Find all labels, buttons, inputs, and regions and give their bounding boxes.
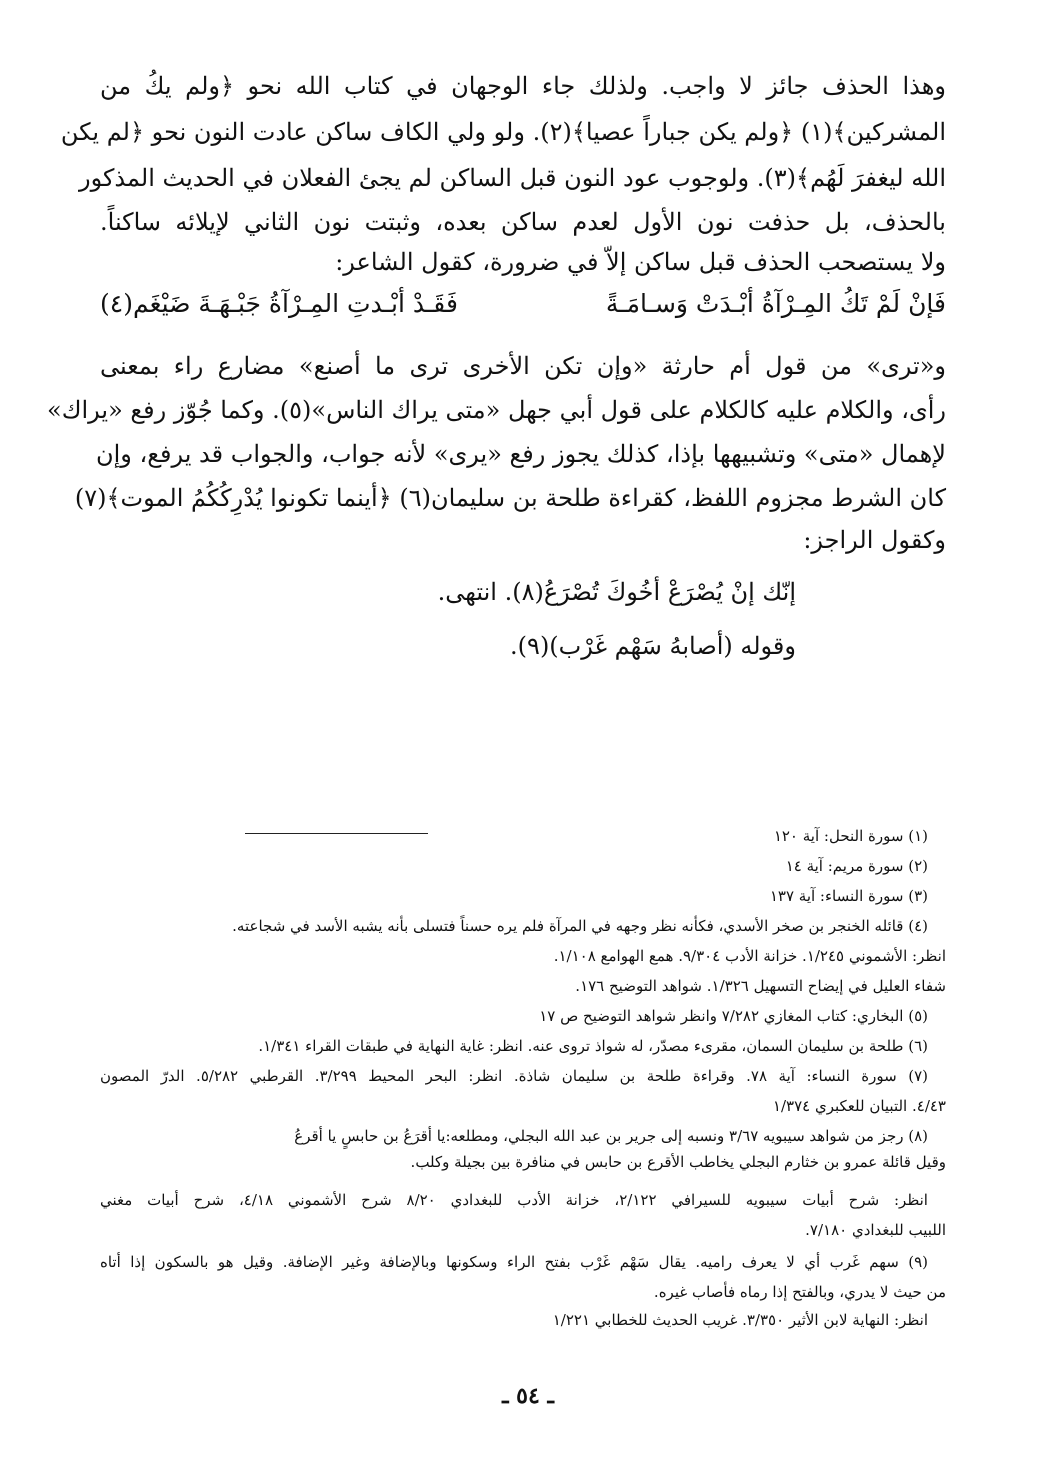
footnote-continuation: من حيث لا يدري، وبالفتح إذا رماه فأصاب غيره.	[653, 1283, 946, 1301]
text-line: رأى، والكلام عليه كالكلام على قول أبي جهل «متى يراك الناس»(٥). وكما جُوّز رفع «يراك»	[47, 396, 946, 424]
footnote-continuation: شفاء العليل في إيضاح التسهيل ١/٣٢٦. شواهد التوضيح ١٧٦.	[575, 977, 946, 995]
text-line: الله ليغفرَ لَهُم﴾(٣). ولوجوب عود النون قبل الساكن لم يجئ الفعلان في الحديث المذكور	[79, 164, 946, 192]
footnote: (٨) رجز من شواهد سيبويه ٣/٦٧ ونسبه إلى جرير بن عبد الله البجلي، ومطلعه:يا أقرَعُ بن حابسٍ يا أقرعُ	[294, 1127, 928, 1145]
text-line: وكقول الراجز:	[803, 526, 946, 554]
text-line: ولا يستصحب الحذف قبل ساكن إلاّ في ضرورة، كقول الشاعر:	[335, 248, 946, 276]
text-line: بالحذف، بل حذفت نون الأول لعدم ساكن بعده، وثبتت نون الثاني لإيلائه ساكناً.	[100, 208, 946, 236]
footnote-continuation: اللبيب للبغدادي ٧/١٨٠.	[805, 1221, 946, 1239]
text-line: و«ترى» من قول أم حارثة «وإن تكن الأخرى ترى ما أصنع» مضارع راء بمعنى	[100, 352, 946, 380]
footnote: (٧) سورة النساء: آية ٧٨. وقراءة طلحة بن سليمان شاذة. انظر: البحر المحيط ٣/٢٩٩. القرطبي ٥/٢٨٢. الدرّ المصون	[100, 1067, 928, 1085]
text-line: المشركين﴾(١) ﴿ولم يكن جباراً عصيا﴾(٢). ولو ولي الكاف ساكن عادت النون نحو ﴿لم يكن	[60, 118, 946, 146]
text-line: كان الشرط مجزوم اللفظ، كقراءة طلحة بن سليمان(٦) ﴿أينما تكونوا يُدْرِكُكُمُ الموت﴾(٧)	[74, 484, 946, 512]
footnote: انظر: النهاية لابن الأثير ٣/٣٥٠. غريب الحديث للخطابي ١/٢٢١	[552, 1311, 928, 1329]
footnote: (١) سورة النحل: آية ١٢٠	[773, 827, 928, 845]
footnote: (٥) البخاري: كتاب المغازي ٧/٢٨٢ وانظر شواهد التوضيح ص ١٧	[539, 1007, 928, 1025]
text-line: وقوله (أصابهُ سَهْم غَرْب)(٩).	[510, 632, 796, 660]
text-line: لإهمال «متى» وتشبيهها بإذا، كذلك يجوز رفع «يرى» لأنه جواب، والجواب قد يرفع، وإن	[95, 440, 946, 468]
rajaz-verse: إنّك إنْ يُصْرَعْ أخُوكَ تُصْرَعُ(٨). انتهى.	[437, 578, 796, 606]
verse-first-half: فَإنْ لَمْ تَكُ المِـرْآةُ أبْـدَتْ وَسـامَـةً	[605, 289, 946, 318]
verse-second-half: فَقَـدْ أبْـدتِ المِـرْآةُ جَبْـهَـةَ ضَيْغَم(٤)	[100, 289, 458, 318]
footnote: (٤) قائله الخنجر بن صخر الأسدي، فكأنه نظر وجهه في المرآة فلم يره حسناً فتسلى بأنه يشبه الأسد في شجاعته.	[232, 917, 928, 935]
footnote-continuation: ٤/٤٣. التبيان للعكبري ١/٣٧٤	[772, 1097, 946, 1115]
footnote-continuation: وقيل قائلة عمرو بن خثارم البجلي يخاطب الأقرع بن حابس في منافرة بين بجيلة وكلب.	[410, 1153, 946, 1171]
footnote-continuation: انظر: الأشموني ١/٢٤٥. خزانة الأدب ٩/٣٠٤. همع الهوامع ١/١٠٨.	[553, 947, 946, 965]
footnote: (٩) سهم غَرب أي لا يعرف راميه. يقال سَهْم غَرْب بفتح الراء وسكونها وبالإضافة وغير الإضافة. وقيل هو بالسكون إذا أتاه	[100, 1253, 928, 1271]
footnote: انظر: شرح أبيات سيبويه للسيرافي ٢/١٢٢، خزانة الأدب للبغدادي ٨/٢٠ شرح الأشموني ٤/١٨، شرح أبيات مغني	[100, 1191, 928, 1209]
footnote: (٣) سورة النساء: آية ١٣٧	[769, 887, 928, 905]
footnote: (٦) طلحة بن سليمان السمان، مقرىء مصدّر، له شواذ تروى عنه. انظر: غاية النهاية في طبقات القراء ١/٣٤١.	[258, 1037, 928, 1055]
footnote: (٢) سورة مريم: آية ١٤	[785, 857, 928, 875]
text-line: وهذا الحذف جائز لا واجب. ولذلك جاء الوجهان في كتاب الله نحو ﴿ولم يكُ من	[100, 72, 946, 100]
page-number: ـ ٥٤ ـ	[502, 1383, 554, 1409]
